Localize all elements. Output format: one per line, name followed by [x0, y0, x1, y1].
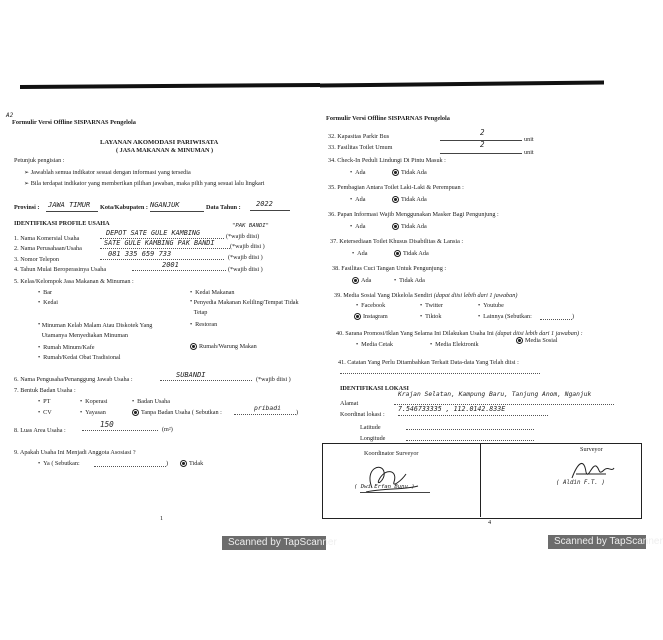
q38-option-ada: Ada — [352, 277, 371, 284]
q6-answer: SUBANDI — [176, 371, 206, 379]
page-number: 1 — [160, 515, 164, 522]
form-header: Formulir Versi Offline SISPARNAS Pengelola — [12, 119, 136, 126]
k39-option-tiktok: • Tiktok — [420, 313, 441, 320]
q36-option-tidak-ada: Tidak Ada — [392, 223, 427, 230]
petunjuk-item: ➢ Jawablah semua indikator sesuai dengan informasi yang tersedia — [24, 169, 191, 176]
k39-option-lainnya: • Lainnya (Sebutkan: — [478, 313, 532, 320]
provinsi-value: JAWA TIMUR — [48, 201, 91, 209]
q39-line — [540, 319, 572, 320]
q1-answer: DEPOT SATE GULE KAMBING — [106, 229, 201, 237]
right-page — [320, 0, 663, 640]
k5-option-kedai-makanan: • Kedai Makanan — [190, 289, 235, 296]
q7-close: ) — [296, 409, 299, 416]
nama-surveyor: ( Aldin F.T. ) — [556, 480, 605, 486]
q3-answer: 081 335 659 733 — [108, 250, 172, 258]
tahun-label: Data Tahun : — [206, 204, 241, 211]
alamat-value: Krajan Selatan, Kampung Baru, Tanjung Anom, Nganjuk — [398, 391, 592, 398]
petunjuk-item: ➢ Bila terdapat indikator yang memberikan pilihan jawaban, maka pilih yang sesuai lalu lingkari — [24, 180, 265, 187]
q1-answer-extra: "PAK BANDI" — [232, 223, 270, 229]
signature-divider — [480, 443, 481, 517]
q41-line — [340, 373, 540, 374]
page-number: 4 — [488, 519, 492, 526]
q2-wajib: (*wajib diisi ) — [230, 243, 265, 250]
k7-option-yayasan: • Yayasan — [80, 409, 106, 416]
q38-option-tidak-ada: • Tidak Ada — [394, 277, 425, 284]
selected-circle-icon — [392, 223, 399, 230]
k5-option-kafe: • Rumah Minum/Kafe — [38, 344, 95, 351]
q35-option-tidak-ada: Tidak Ada — [392, 196, 427, 203]
k7-option-pt: • PT — [38, 398, 50, 405]
k39-option-facebook: • Facebook — [356, 302, 385, 309]
q37-option-ada: • Ada — [352, 250, 367, 257]
q8-label: 8. Luas Area Usaha : — [14, 427, 66, 434]
q36-option-ada: • Ada — [350, 223, 365, 230]
k7-option-tanpa-badan: Tanpa Badan Usaha ( Sebutkan : — [132, 409, 222, 416]
k40-option-elektronik: • Media Elektronik — [430, 341, 479, 348]
q4-line — [132, 270, 226, 271]
q32-answer: 2 — [480, 128, 485, 137]
surveyor-label: Surveyor — [580, 446, 603, 453]
k39-option-instagram: Instagram — [354, 313, 388, 320]
q39-close: ) — [572, 313, 575, 320]
scanner-watermark: Scanned by TapScanner — [548, 535, 646, 549]
tahun-line — [250, 210, 290, 211]
koordinat-label: Koordinat lokasi : — [340, 411, 385, 418]
selected-circle-icon — [516, 337, 523, 344]
k40-option-sosial: Media Sosial — [516, 337, 557, 344]
q35-option-ada: • Ada — [350, 196, 365, 203]
k5-option-keliling: • Penyedia Makanan Keliling/Tempat Tidak Tetap — [190, 298, 299, 316]
koordinator-surveyor-label: Koordinator Surveyor — [364, 450, 419, 457]
k5-option-kelab: • Minuman Kelab Malam Atau Diskotek Yang Utamanya Menyediakan Minuman — [38, 321, 153, 339]
k5-option-obat: • Rumah/Kedai Obat Tradisional — [38, 354, 121, 361]
nama-koordinator: ( Dwi Erfan Bunu ) — [354, 484, 415, 490]
q33-unit: unit — [524, 149, 534, 156]
q7-label: 7. Bentuk Badan Usaha : — [14, 387, 76, 394]
tahun-value: 2022 — [256, 200, 273, 208]
q4-answer: 2001 — [162, 261, 179, 269]
q34-option-ada: • Ada — [350, 169, 365, 176]
q36-label: 36. Papan Informasi Wajib Menggunakan Masker Bagi Pengunjung : — [328, 211, 499, 218]
q9-line — [94, 466, 166, 467]
corner-mark: A2 — [6, 112, 14, 119]
q34-label: 34. Check-In Peduli Lindungi Di Pintu Masuk : — [328, 157, 446, 164]
k5-option-warung-makan: Rumah/Warung Makan — [190, 343, 257, 350]
k9-option-ya: • Ya ( Sebutkan: — [38, 460, 80, 467]
q7-answer: pribadi — [254, 404, 281, 412]
q4-wajib: (*wajib diisi ) — [228, 266, 263, 273]
q32-label: 32. Kapasitas Parkir Bus — [328, 133, 390, 140]
q37-option-tidak-ada: Tidak Ada — [394, 250, 429, 257]
kota-label: Kota/Kabupaten : — [100, 204, 148, 211]
selected-circle-icon — [392, 169, 399, 176]
longitude-label: Longitude — [360, 435, 386, 442]
q33-answer: 2 — [480, 140, 485, 149]
longitude-line — [406, 440, 534, 441]
q35-label: 35. Pembagian Antara Toilet Laki-Laki & Perempuan : — [328, 184, 464, 191]
page-top-edge — [20, 83, 320, 89]
kota-value: NGANJUK — [150, 201, 180, 209]
q40-label: 40. Sarana Promosi/Iklan Yang Selama Ini Dilakukan Usaha Ini (dapat diisi lebih dari 1 jawaban) : — [336, 330, 583, 337]
koordinat-line — [398, 415, 548, 416]
kota-line — [150, 211, 204, 212]
q9-label: 9. Apakah Usaha Ini Menjadi Anggota Asosiasi ? — [14, 449, 136, 456]
provinsi-label: Provinsi : — [14, 204, 40, 211]
k39-option-twitter: • Twitter — [420, 302, 443, 309]
provinsi-line — [46, 211, 98, 212]
q2-label: 2. Nama Perusahaan/Usaha — [14, 245, 82, 252]
nama-koordinator-line — [360, 492, 430, 493]
selected-circle-icon — [394, 250, 401, 257]
doc-title: LAYANAN AKOMODASI PARIWISATA — [100, 139, 219, 146]
section-title-profile: IDENTIFIKASI PROFILE USAHA — [14, 220, 110, 227]
q39-label: 39. Media Sosial Yang Dikelola Sendiri (dapat diisi lebih dari 1 jawaban) — [334, 292, 518, 299]
q8-line — [82, 430, 158, 431]
k40-option-cetak: • Media Cetak — [356, 341, 393, 348]
k5-option-bar: • Bar — [38, 289, 52, 296]
q8-unit: (m²) — [162, 426, 173, 433]
scanner-watermark: Scanned by TapScanner — [222, 536, 326, 550]
q5-label: 5. Kelas/Kelompok Jasa Makanan & Minuman : — [14, 278, 134, 285]
q7-line — [234, 414, 296, 415]
latitude-label: Latitude — [360, 424, 381, 431]
q6-line — [160, 380, 252, 381]
q32-unit: unit — [524, 136, 534, 143]
selected-circle-icon — [352, 277, 359, 284]
selected-circle-icon — [354, 313, 361, 320]
q2-line — [100, 248, 230, 249]
k7-option-badan-usaha: • Badan Usaha — [132, 398, 170, 405]
q1-wajib: (*wajib diisi) — [226, 233, 260, 240]
q37-label: 37. Ketersediaan Toilet Khusus Disabilitas & Lansia : — [330, 238, 464, 245]
k7-option-koperasi: • Koperasi — [80, 398, 108, 405]
q33-line — [440, 153, 522, 154]
q4-label: 4. Tahun Mulai Beroperasinya Usaha — [14, 266, 107, 273]
k39-option-youtube: • Youtube — [478, 302, 504, 309]
q3-line — [100, 259, 224, 260]
selected-circle-icon — [190, 343, 197, 350]
q38-label: 38. Fasilitas Cuci Tangan Untuk Pengunjung : — [332, 265, 447, 272]
q33-label: 33. Fasilitas Toilet Umum — [328, 144, 393, 151]
selected-circle-icon — [132, 409, 139, 416]
q6-label: 6. Nama Pengusaha/Penanggung Jawab Usaha : — [14, 376, 133, 383]
q6-wajib: (*wajib diisi ) — [256, 376, 291, 383]
section-title-lokasi: IDENTIFIKASI LOKASI — [340, 385, 409, 392]
koordinat-value: 7.546733335 , 112.0142.833E — [398, 405, 506, 413]
q3-label: 3. Nomor Telepon — [14, 256, 59, 263]
petunjuk-label: Petunjuk pengisian : — [14, 157, 65, 164]
q8-answer: 150 — [100, 420, 114, 429]
page-top-edge — [320, 81, 604, 88]
k5-option-restoran: • Restoran — [190, 321, 217, 328]
k9-option-tidak: Tidak — [180, 460, 203, 467]
q3-wajib: (*wajib diisi ) — [228, 254, 263, 261]
doc-subtitle: ( JASA MAKANAN & MINUMAN ) — [116, 147, 214, 154]
form-header: Formulir Versi Offline SISPARNAS Pengelola — [326, 115, 450, 122]
q41-label: 41. Catatan Yang Perlu Ditambahkan Terkait Data-data Yang Telah diisi : — [338, 359, 519, 366]
k7-option-cv: • CV — [38, 409, 52, 416]
q1-label: 1. Nama Komersial Usaha — [14, 235, 80, 242]
q9-close: ) — [166, 460, 169, 467]
q34-option-tidak-ada: Tidak Ada — [392, 169, 427, 176]
q2-answer: SATE GULE KAMBING PAK BANDI — [104, 239, 215, 247]
k5-option-kedai: • Kedai — [38, 299, 58, 306]
latitude-line — [406, 429, 534, 430]
selected-circle-icon — [180, 460, 187, 467]
selected-circle-icon — [392, 196, 399, 203]
alamat-label: Alamat — [340, 400, 359, 407]
